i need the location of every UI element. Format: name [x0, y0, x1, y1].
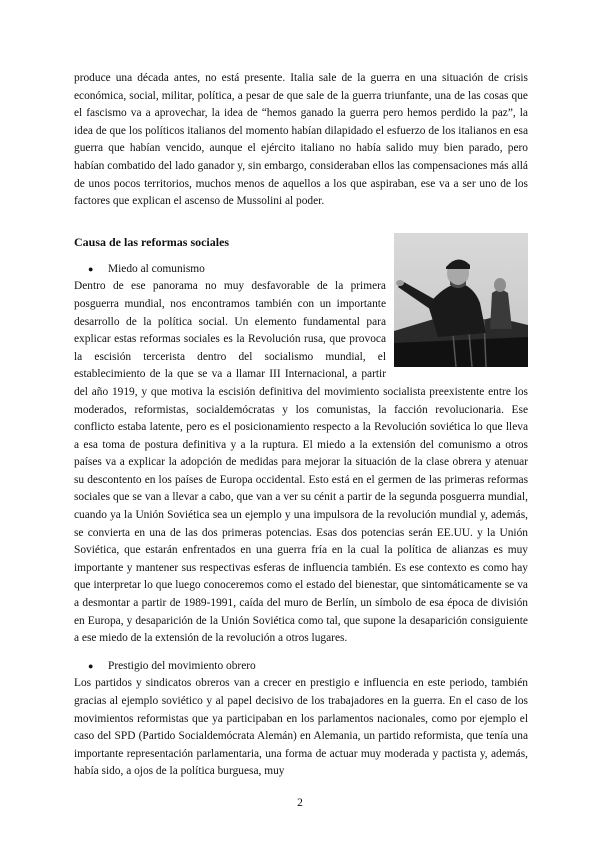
- paragraph-prestigio-movimiento: Los partidos y sindicatos obreros van a crecer en prestigio e influencia en este periodo, también gracias al ejemplo soviético y al papel decisivo de los trabajadores en la guerra. En el caso de los movimientos reformistas que ya participaban en los parlamentos nacionales, como por ejemplo el caso del SPD (Partido Socialdemócrata Alemán) en Alemania, un partido reformista, que tenía una importante representación parlamentaria, una forma de actuar muy moderada y pactista y, además, había sido, a ojos de la política burguesa, muy: [74, 677, 528, 778]
- page-number: 2: [297, 797, 303, 809]
- section-heading: Causa de las reformas sociales: [74, 234, 230, 249]
- intro-paragraph: produce una década antes, no está presente. Italia sale de la guerra en una situación de crisis económica, social, militar, política, a pesar de que sale de la guerra triunfante, una de las cosas que el fascismo va a aprovechar, la idea de “hemos ganado la guerra pero hemos perdido la paz”, la idea de que los políticos italianos del momento habían dilapidado el esfuerzo de los italianos en esa guerra que habían vencido, aunque el ejército italiano no había salido muy bien parado, pero habían combatido del lado ganador y, sin embargo, consideraban ellos las compensaciones más allá de unos pocos territorios, muchos menos de aquellos a los que aspiraban, ese va a ser uno de los factores que explican el ascenso de Mussolini al poder.: [74, 72, 528, 208]
- bullet-item-prestigio: [88, 658, 528, 676]
- paragraph-miedo-comunismo: Dentro de ese panorama no muy desfavorable de la primera posguerra mundial, nos encontramos también con un importante desarrollo de la política social. Un elemento fundamental para explicar estas reformas sociales es la Revolución rusa, que provoca la escisión tercerista dentro del socialismo mundial, el establecimiento de la que se va a llamar III Internacional, a partir del año 1919, y que motiva la escisión definitiva del movimiento socialista preexistente entre los moderados, reformistas, socialdemócratas y los comunistas, la facción revolucionaria. Ese conflicto estaba latente, pero es el posicionamiento respecto a la Revolución soviética lo que lleva a esa toma de postura definitiva y a la ruptura. El miedo a la extensión del comunismo a otros países va a explicar la adopción de medidas para mejorar la situación de la clase obrera y atenuar su descontento en los países de Europa occidental. Esto está en el germen de las primeras reformas sociales que se van a llevar a cabo, que van a ver su cénit a partir de la segunda posguerra mundial, cuando ya la Unión Soviética sea un ejemplo y una impulsora de la revolución mundial y, además, se convierta en una de las dos primeras potencias. Esas dos potencias serán EE.UU. y la Unión Soviética, que estarán enfrentados en una guerra fría en la cual la política de alianzas es muy importante y mantener sus respectivas esferas de influencia también. Es ese contexto es como hay que interpretar lo que luego conoceremos como el estado del bienestar, que sintomáticamente se va a desmontar a partir de 1989-1991, caída del muro de Berlín, un símbolo de esa época de división en Europa, y desaparición de la Unión Soviética como tal, que supone la desaparición consiguiente a ese miedo de la extensión de la revolución a otros lugares.: [74, 280, 528, 645]
- bullet-item-miedo: [88, 261, 386, 279]
- orator-photo-image: [394, 233, 528, 367]
- bullet-icon: ●: [88, 660, 94, 671]
- bullet-label: Miedo al comunismo: [108, 262, 205, 275]
- historical-photo: [394, 233, 528, 367]
- page-body: [74, 70, 528, 781]
- bullet-icon: ●: [88, 263, 94, 274]
- bullet-label: Prestigio del movimiento obrero: [108, 659, 256, 672]
